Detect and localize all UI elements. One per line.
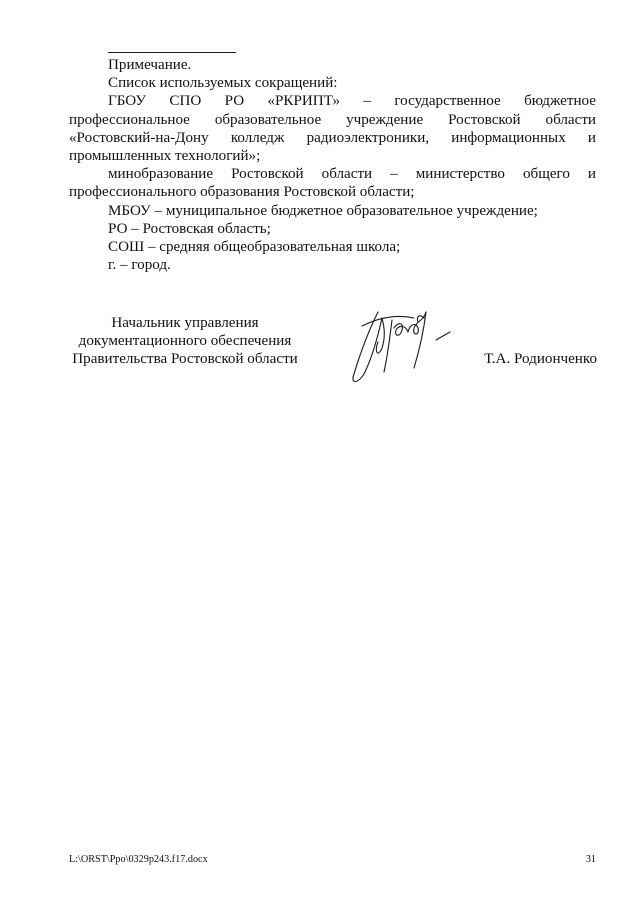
abbreviations-intro: Список используемых сокращений:: [108, 75, 338, 92]
position-line: документационного обеспечения: [78, 333, 292, 350]
signatory-name: Т.А. Родионченко: [484, 351, 597, 367]
handwritten-signature: [338, 292, 458, 392]
abbreviation-item: РО – Ростовская область;: [108, 220, 271, 237]
abbreviation-item: ГБОУ СПО РО «РКРИПТ» – государственное бюджетное профессиональное образовательное учреждение Ростовской области «Ростовский-на-Дону колледж радиоэлектроники, информационных и промышленных технологий»;: [69, 93, 596, 165]
position-line: Начальник управления: [111, 315, 259, 331]
abbreviation-item: МБОУ – муниципальное бюджетное образовательное учреждение;: [108, 202, 538, 219]
note-title: Примечание.: [108, 57, 192, 73]
abbreviation-item: минобразование Ростовской области – министерство общего и профессионального образования Ростовской области;: [69, 166, 596, 201]
footnote-separator-line: [108, 52, 236, 53]
note-section: [69, 56, 596, 274]
page-number: 31: [585, 854, 596, 865]
footer-file-path: L:\ORST\Ppo\0329p243.f17.docx: [69, 854, 208, 865]
position-line: Правительства Ростовской области: [72, 351, 298, 368]
abbreviation-item: г. – город.: [108, 257, 171, 274]
signatory-position: [69, 314, 301, 369]
abbreviation-item: СОШ – средняя общеобразовательная школа;: [108, 239, 401, 256]
